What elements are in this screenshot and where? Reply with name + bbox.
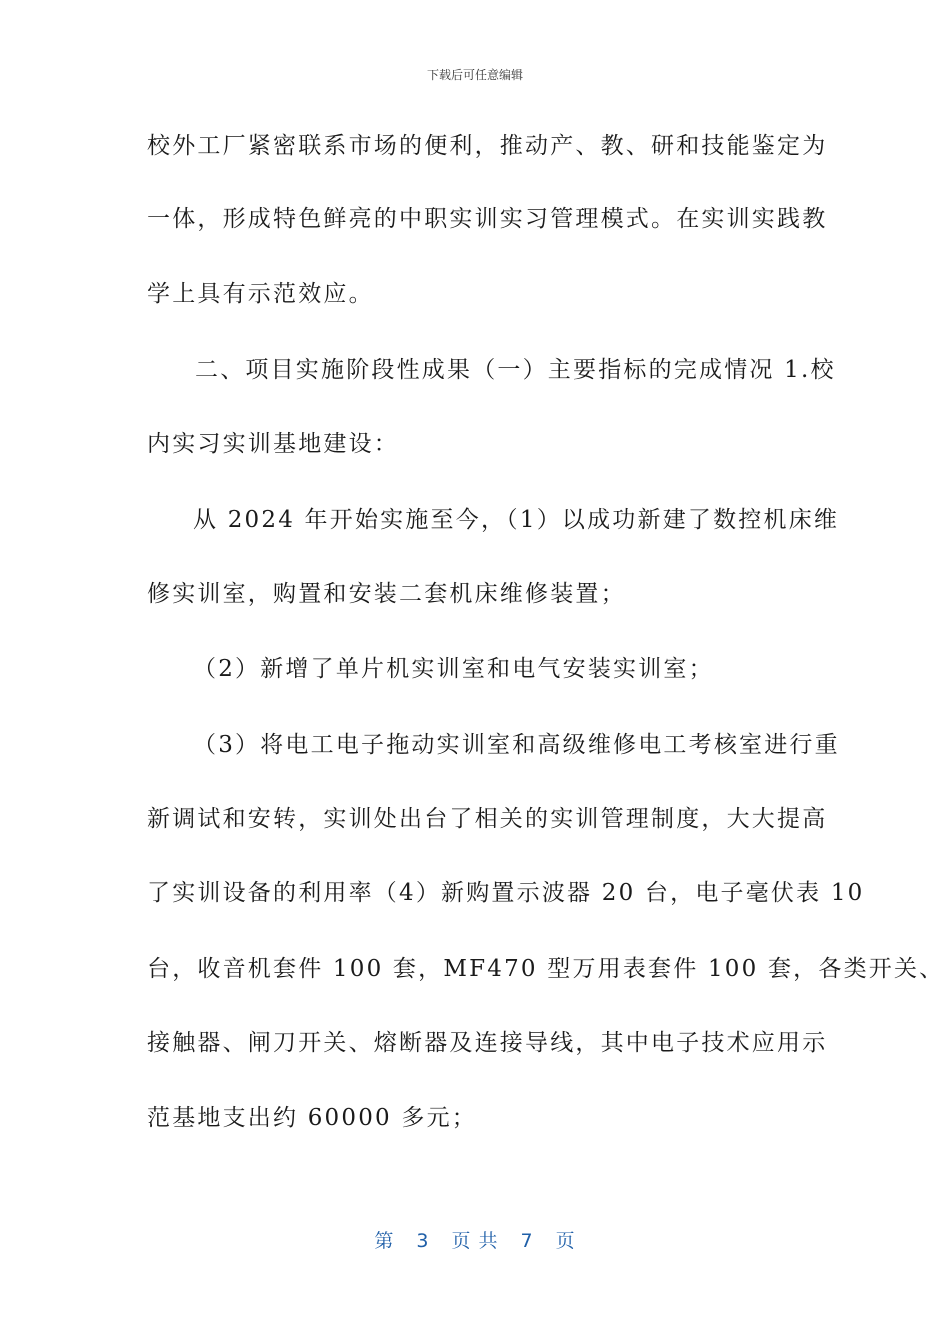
current-page-number: 3 xyxy=(416,1230,430,1252)
paragraph-line: （2）新增了单片机实训室和电气安装实训室； xyxy=(193,656,714,682)
paragraph-line: 了实训设备的利用率（4）新购置示波器 20 台，电子毫伏表 10 xyxy=(147,880,865,906)
paragraph-line: 校外工厂紧密联系市场的便利，推动产、教、研和技能鉴定为 xyxy=(147,133,828,159)
paragraph-line: 修实训室，购置和安装二套机床维修装置； xyxy=(147,581,626,607)
paragraph-line: 范基地支出约 60000 多元； xyxy=(147,1105,477,1131)
page-header: 下载后可任意编辑 xyxy=(426,68,523,82)
paragraph-line: 内实习实训基地建设： xyxy=(147,431,399,457)
paragraph-line: 一体，形成特色鲜亮的中职实训实习管理模式。在实训实践教 xyxy=(147,206,828,232)
paragraph-line: 学上具有示范效应。 xyxy=(147,281,374,307)
footer-suffix: 页 xyxy=(555,1230,576,1252)
paragraph-line: 台，收音机套件 100 套，MF470 型万用表套件 100 套，各类开关、 xyxy=(147,956,945,982)
paragraph-line: 新调试和安转，实训处出台了相关的实训管理制度，大大提高 xyxy=(147,806,828,832)
total-page-number: 7 xyxy=(520,1230,534,1252)
paragraph-line: 二、项目实施阶段性成果（一）主要指标的完成情况 1.校 xyxy=(195,357,836,383)
footer-prefix: 第 xyxy=(374,1230,395,1252)
page-number-footer xyxy=(0,1226,950,1253)
footer-middle: 页 共 xyxy=(451,1230,499,1252)
paragraph-line: 接触器、闸刀开关、熔断器及连接导线，其中电子技术应用示 xyxy=(147,1030,828,1056)
paragraph-line: 从 2024 年开始实施至今，（1）以成功新建了数控机床维 xyxy=(193,507,840,533)
paragraph-line: （3）将电工电子拖动实训室和高级维修电工考核室进行重 xyxy=(193,732,840,758)
